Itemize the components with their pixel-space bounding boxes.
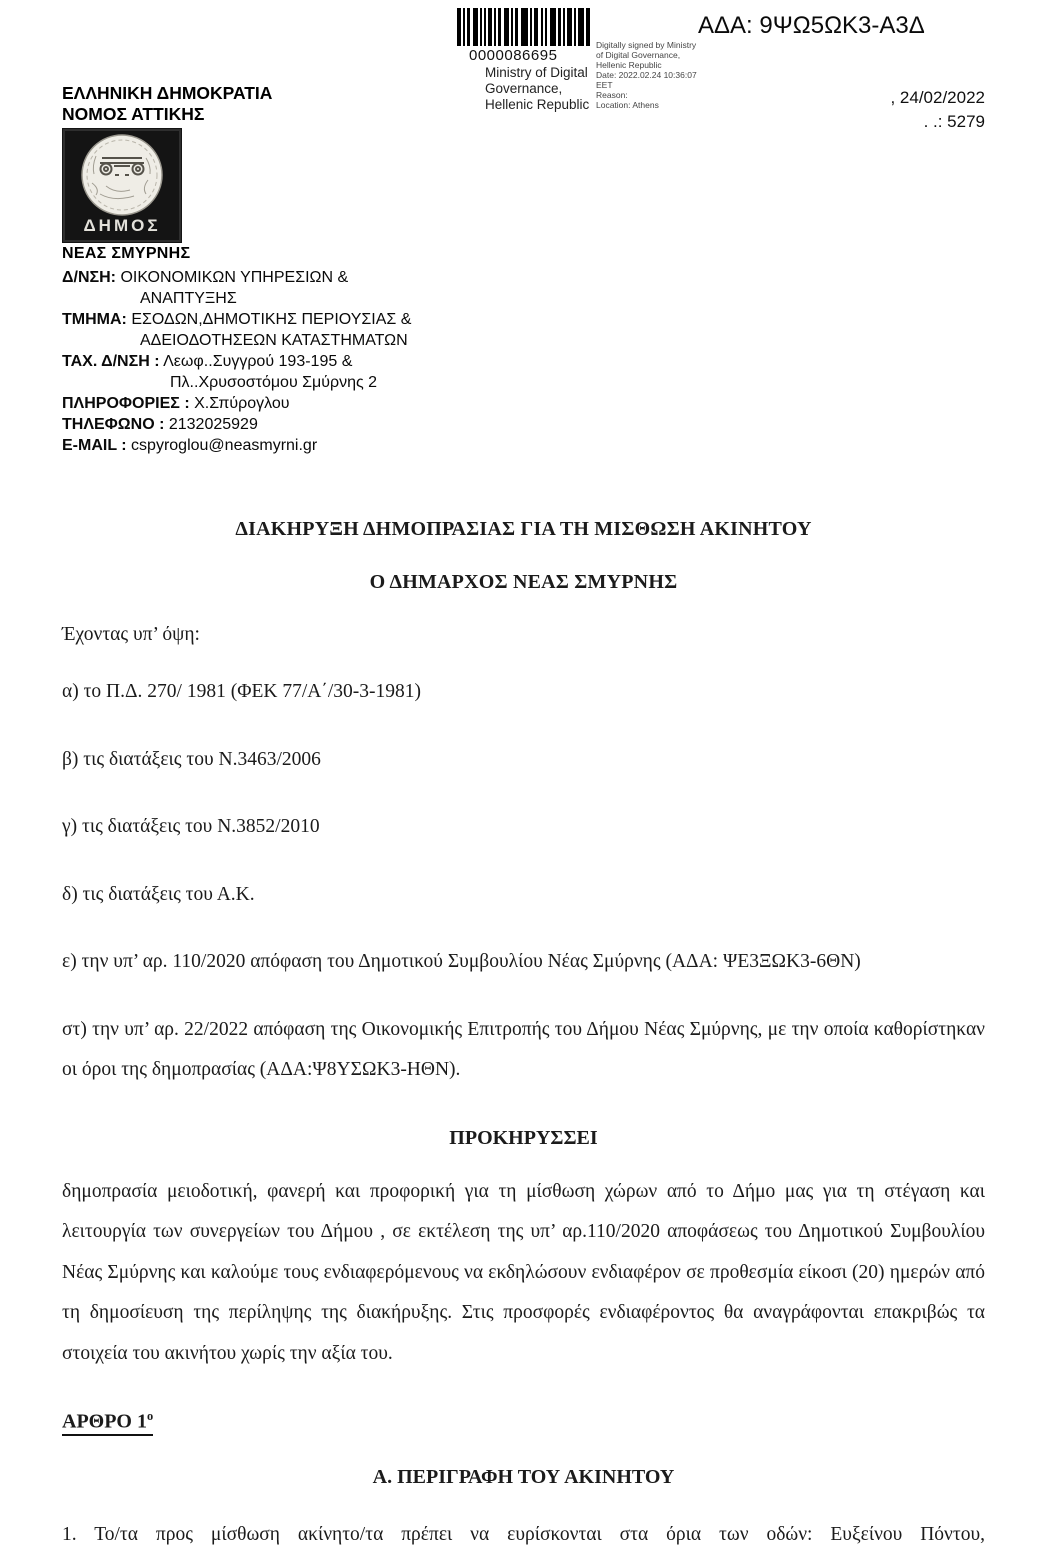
- protocol-number: . .: 5279: [923, 112, 985, 131]
- authority-line-2: ΝΟΜΟΣ ΑΤΤΙΚΗΣ: [62, 104, 205, 124]
- document-title: ΔΙΑΚΗΡΥΞΗ ΔΗΜΟΠΡΑΣΙΑΣ ΓΙΑ ΤΗ ΜΙΣΘΩΣΗ ΑΚΙΝΗΤΟΥ: [235, 518, 812, 540]
- contact-row: ΤΜΗΜΑ: ΕΣΟΔΩΝ,ΔΗΜΟΤΙΚΗΣ ΠΕΡΙΟΥΣΙΑΣ & ΑΔΕΙΟΔΟΤΗΣΕΩΝ ΚΑΤΑΣΤΗΜΑΤΩΝ: [62, 311, 412, 349]
- authority-line-1: ΕΛΛΗΝΙΚΗ ΔΗΜΟΚΡΑΤΙΑ: [62, 83, 273, 103]
- having-regard-line: Έχοντας υπ’ όψη:: [62, 624, 200, 645]
- municipality-seal: [62, 128, 182, 243]
- proclaims-heading: ΠΡΟΚΗΡΥΣΣΕΙ: [449, 1126, 598, 1149]
- seal-text: ΔΗΜΟΣ: [83, 216, 161, 235]
- contact-row: Δ/ΝΣΗ: ΟΙΚΟΝΟΜΙΚΩΝ ΥΠΗΡΕΣΙΩΝ & ΑΝΑΠΤΥΞΗΣ: [62, 269, 349, 307]
- legal-item-c: γ) τις διατάξεις του Ν.3852/2010: [62, 816, 320, 838]
- email-address: cspyroglou@neasmyrni.gr: [131, 437, 318, 454]
- document-date: , 24/02/2022: [890, 88, 985, 107]
- property-description-item-1: 1. Το/τα προς μίσθωση ακίνητο/τα πρέπει να ευρίσκονται στα όρια των οδών: Ευξείνου Πόντου,: [62, 1524, 985, 1546]
- barcode-number: 0000086695: [469, 47, 558, 64]
- document-subtitle: Ο ΔΗΜΑΡΧΟΣ ΝΕΑΣ ΣΜΥΡΝΗΣ: [369, 571, 678, 593]
- date-protocol-block: [890, 86, 985, 134]
- legal-item-d: δ) τις διατάξεις του Α.Κ.: [62, 883, 255, 905]
- proclamation-paragraph: δημοπρασία μειοδοτική, φανερή και προφορική για τη μίσθωση χώρων από το Δήμο μας για τη στέγαση και λειτουργία των συνεργείων του Δήμου , σε εκτέλεση της υπ’ αρ.110/2020 αποφάσεως του Δημοτικού Συμβουλίου Νέας Σμύρνης και καλούμε τους ενδιαφερόμενους να εκδηλώσουν ενδιαφέρον σε προθεσμία είκοσι (20) ημερών από τη δημοσίευση της περίληψης της διακήρυξης. Στις προσφορές ενδιαφέροντος θα αναγράφονται επακριβώς τα στοιχεία του ακινήτου χωρίς την αξία του.: [62, 1180, 985, 1365]
- contact-row: ΤΗΛΕΦΩΝΟ : 2132025929: [62, 416, 258, 433]
- digital-signature-text: Digitally signed by Ministry of Digital Governance, Hellenic Republic Date: 2022.02.24 10:36:07 EET Reason: Location: Athens: [596, 40, 697, 110]
- legal-item-e: ε) την υπ’ αρ. 110/2020 απόφαση του Δημοτικού Συμβουλίου Νέας Σμύρνης (ΑΔΑ: ΨΕ3ΞΩΚ3-6ΘΝ): [62, 951, 861, 973]
- legal-item-a: α) το Π.Δ. 270/ 1981 (ΦΕΚ 77/Α΄/30-3-1981): [62, 681, 421, 702]
- document-body: [62, 518, 985, 1556]
- contact-info: [62, 267, 482, 456]
- contact-row-email: E-MAIL : cspyroglou@neasmyrni.gr: [62, 437, 318, 454]
- legal-item-st: στ) την υπ’ αρ. 22/2022 απόφαση της Οικονομικής Επιτροπής του Δήμου Νέας Σμύρνης, με την οποία καθορίστηκαν οι όροι της δημοπρασίας (ΑΔΑ:Ψ8ΥΣΩΚ3-ΗΘΝ).: [62, 1018, 985, 1081]
- ministry-label: Ministry of Digital Governance, Hellenic Republic: [485, 65, 590, 112]
- ada-code: ΑΔΑ: 9ΨΩ5ΩΚ3-Α3Δ: [698, 12, 925, 39]
- legal-basis-list: [62, 672, 985, 1091]
- barcode-icon: [457, 8, 592, 46]
- contact-row: ΠΛΗΡΟΦΟΡΙΕΣ : Χ.Σπύρογλου: [62, 395, 290, 412]
- article-1-heading: ΑΡΘΡΟ $1^o$: [62, 1409, 985, 1437]
- municipality-seal-icon: [62, 128, 182, 243]
- section-a-title: Α. ΠΕΡΙΓΡΑΦΗ ΤΟΥ ΑΚΙΝΗΤΟΥ: [372, 1466, 675, 1489]
- legal-item-b: β) τις διατάξεις του Ν.3463/2006: [62, 748, 321, 770]
- agency-header: [62, 83, 482, 456]
- contact-row: ΤΑΧ. Δ/ΝΣΗ : Λεωφ..Συγγρού 193-195 & Πλ..Χρυσοστόμου Σμύρνης 2: [62, 353, 378, 391]
- municipality-name: ΝΕΑΣ ΣΜΥΡΝΗΣ: [62, 245, 191, 262]
